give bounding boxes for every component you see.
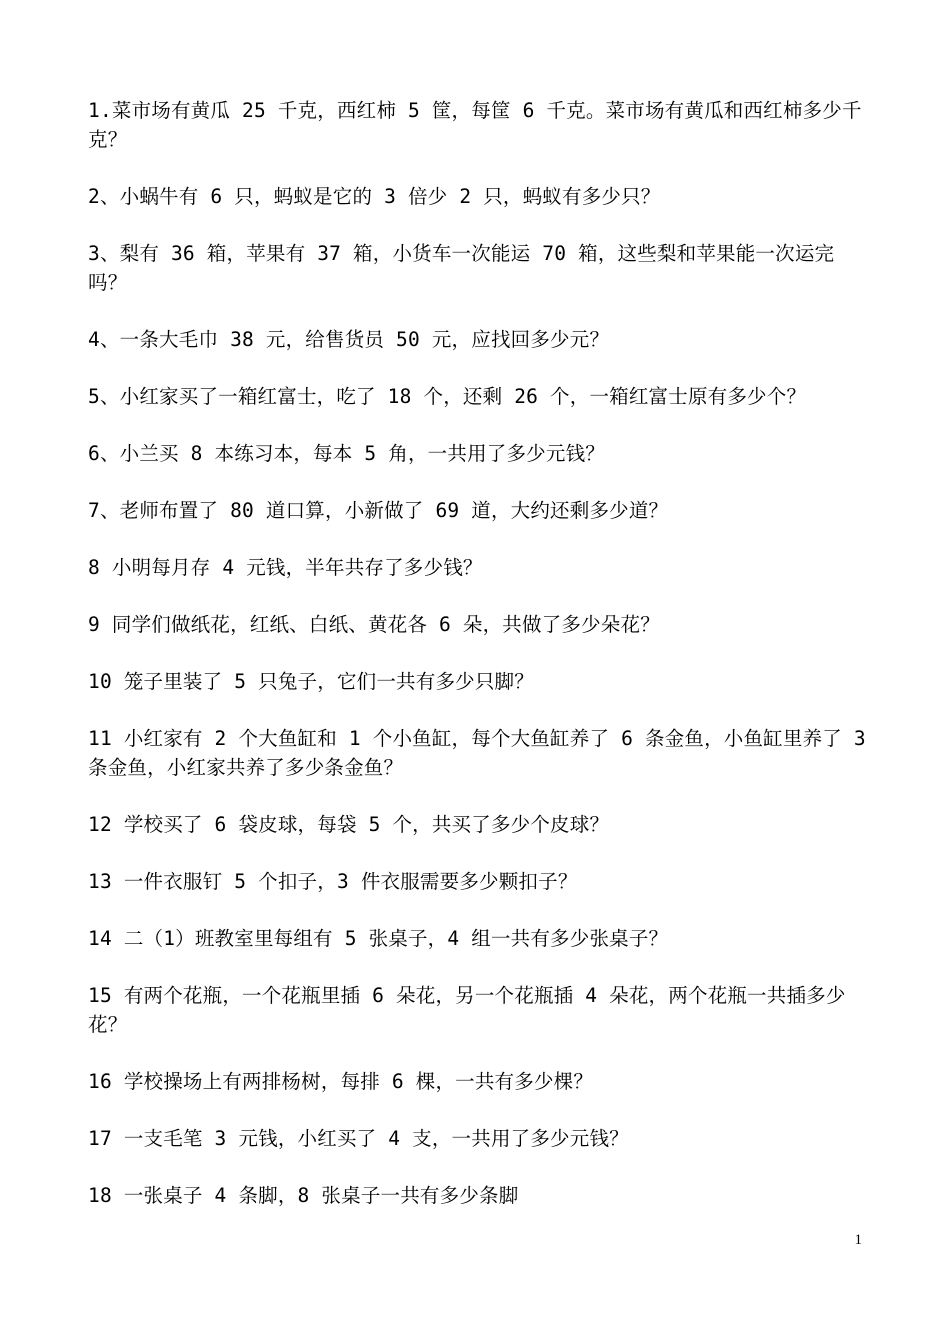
- question-item: 4、一条大毛巾 38 元，给售货员 50 元，应找回多少元？: [88, 328, 610, 351]
- question-item: 10 笼子里装了 5 只兔子，它们一共有多少只脚？: [88, 670, 534, 693]
- question-item: 16 学校操场上有两排杨树，每排 6 棵，一共有多少棵？: [88, 1070, 594, 1093]
- question-item: 13 一件衣服钉 5 个扣子，3 件衣服需要多少颗扣子？: [88, 870, 578, 893]
- question-item: 1.菜市场有黄瓜 25 千克，西红柿 5 筐，每筐 6 千克。菜市场有黄瓜和西红柿多少千克？: [88, 99, 862, 151]
- question-item: 15 有两个花瓶，一个花瓶里插 6 朵花，另一个花瓶插 4 朵花，两个花瓶一共插多少花？: [88, 984, 846, 1036]
- question-item: 8 小明每月存 4 元钱，半年共存了多少钱？: [88, 556, 483, 579]
- question-item: 18 一张桌子 4 条脚，8 张桌子一共有多少条脚: [88, 1184, 519, 1207]
- question-item: 14 二（1）班教室里每组有 5 张桌子，4 组一共有多少张桌子？: [88, 927, 669, 950]
- question-item: 11 小红家有 2 个大鱼缸和 1 个小鱼缸，每个大鱼缸养了 6 条金鱼，小鱼缸里养了 3 条金鱼，小红家共养了多少条金鱼？: [88, 727, 866, 779]
- question-item: 5、小红家买了一箱红富士，吃了 18 个，还剩 26 个，一箱红富士原有多少个？: [88, 385, 807, 408]
- page-number: 1: [854, 1232, 862, 1248]
- question-item: 3、梨有 36 箱，苹果有 37 箱，小货车一次能运 70 箱，这些梨和苹果能一次运完吗？: [88, 242, 835, 294]
- question-item: 17 一支毛笔 3 元钱，小红买了 4 支，一共用了多少元钱？: [88, 1127, 629, 1150]
- question-item: 12 学校买了 6 袋皮球，每袋 5 个，共买了多少个皮球？: [88, 813, 610, 836]
- question-item: 7、老师布置了 80 道口算，小新做了 69 道，大约还剩多少道？: [88, 499, 669, 522]
- question-list: [88, 96, 868, 1238]
- question-item: 6、小兰买 8 本练习本，每本 5 角，一共用了多少元钱？: [88, 442, 605, 465]
- question-item: 9 同学们做纸花，红纸、白纸、黄花各 6 朵，共做了多少朵花？: [88, 613, 660, 636]
- question-item: 2、小蜗牛有 6 只，蚂蚁是它的 3 倍少 2 只，蚂蚁有多少只？: [88, 185, 661, 208]
